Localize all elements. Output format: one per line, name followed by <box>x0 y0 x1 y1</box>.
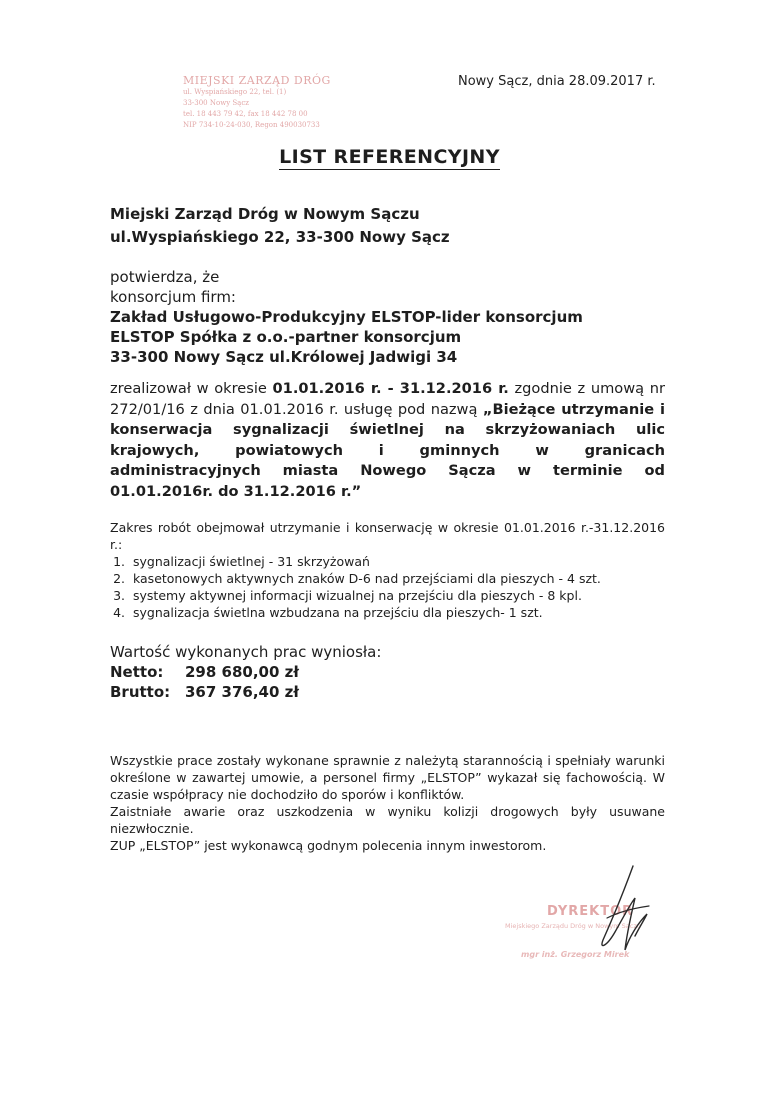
list-item: 4. sygnalizacja świetlna wzbudzana na przejściu dla pieszych- 1 szt. <box>129 604 665 621</box>
list-item: 3. systemy aktywnej informacji wizualnej na przejściu dla pieszych - 8 kpl. <box>129 587 665 604</box>
confirm-line-2: konsorcjum firm: <box>110 288 236 306</box>
brutto-row <box>110 682 381 702</box>
closing-paragraph-1: Wszystkie prace zostały wykonane sprawnie z należytą starannością i spełniały warunki określone w zawartej umowie, a personel firmy „ELSTOP” wykazał się fachowością. W czasie współpracy nie dochodziło do sporów i konfliktów. <box>110 753 665 802</box>
value-section <box>110 642 381 702</box>
issuer-name: Miejski Zarząd Dróg w Nowym Sączu <box>110 205 420 223</box>
body-text-2: zgodnie z umową nr 272/01/16 z dnia 01.01.2016 r. usługę pod nazwą <box>110 380 665 418</box>
stamp-line-5: NIP 734-10-24-030, Regon 490030733 <box>183 121 320 129</box>
consortium-partner: ELSTOP Spółka z o.o.-partner konsorcjum <box>110 328 462 346</box>
stamp-line-1: MIEJSKI ZARZĄD DRÓG <box>183 74 331 87</box>
stamp-title: DYREKTOR <box>547 904 634 919</box>
list-item: 1. sygnalizacji świetlnej - 31 skrzyżowań <box>129 553 665 570</box>
consortium-leader: Zakład Usługowo-Produkcyjny ELSTOP-lider konsorcjum <box>110 308 583 326</box>
main-paragraph <box>110 379 665 502</box>
document-date: Nowy Sącz, dnia 28.09.2017 r. <box>458 74 656 89</box>
service-name: „Bieżące utrzymanie i konserwacja sygnalizacji świetlnej na skrzyżowaniach ulic krajowych, powiatowych i gminnych w granicach administracyjnych miasta Nowego Sącza w terminie od 01.01.2016r. do 31.12.2016 r.” <box>110 400 665 500</box>
issuer-street: ul.Wyspiańskiego 22, 33-300 Nowy Sącz <box>110 228 450 246</box>
confirm-line-1: potwierdza, że <box>110 268 220 286</box>
body-period: 01.01.2016 r. - 31.12.2016 r. <box>272 380 509 397</box>
handwritten-signature <box>585 858 665 968</box>
closing-paragraph-2: Zaistniałe awarie oraz uszkodzenia w wyniku kolizji drogowych były usuwane niezwłocznie. <box>110 804 665 836</box>
scope-list <box>110 553 665 621</box>
stamp-line-4: tel. 18 443 79 42, fax 18 442 78 00 <box>183 110 308 118</box>
list-item: 2. kasetonowych aktywnych znaków D-6 nad przejściami dla pieszych - 4 szt. <box>129 570 665 587</box>
consortium-address: 33-300 Nowy Sącz ul.Królowej Jadwigi 34 <box>110 348 458 366</box>
closing-paragraph-3: ZUP „ELSTOP” jest wykonawcą godnym polecenia innym inwestorom. <box>110 838 547 853</box>
header-stamp <box>183 74 348 131</box>
value-heading: Wartość wykonanych prac wyniosła: <box>110 643 382 661</box>
brutto-label: Brutto: <box>110 683 171 701</box>
brutto-amount: 367 376,40 zł <box>185 683 299 701</box>
title-text: LIST REFERENCYJNY <box>279 146 500 168</box>
scope-intro: Zakres robót obejmował utrzymanie i konserwację w okresie 01.01.2016 r.-31.12.2016 r.: <box>110 520 665 552</box>
scope-section <box>110 519 665 621</box>
stamp-name: mgr inż. Grzegorz Mirek <box>521 950 630 959</box>
confirmation-block <box>110 267 710 367</box>
stamp-line-2: ul. Wyspiańskiego 22, tel. (1) <box>183 88 287 96</box>
netto-row <box>110 662 381 682</box>
document-title <box>0 146 779 168</box>
netto-amount: 298 680,00 zł <box>185 663 299 681</box>
stamp-subtitle: Miejskiego Zarządu Dróg w Nowym Sączu <box>505 922 641 930</box>
closing-section <box>110 752 665 854</box>
stamp-line-3: 33-300 Nowy Sącz <box>183 99 249 107</box>
body-text-1: zrealizował w okresie <box>110 380 273 397</box>
issuer-address <box>110 204 710 247</box>
netto-label: Netto: <box>110 663 164 681</box>
